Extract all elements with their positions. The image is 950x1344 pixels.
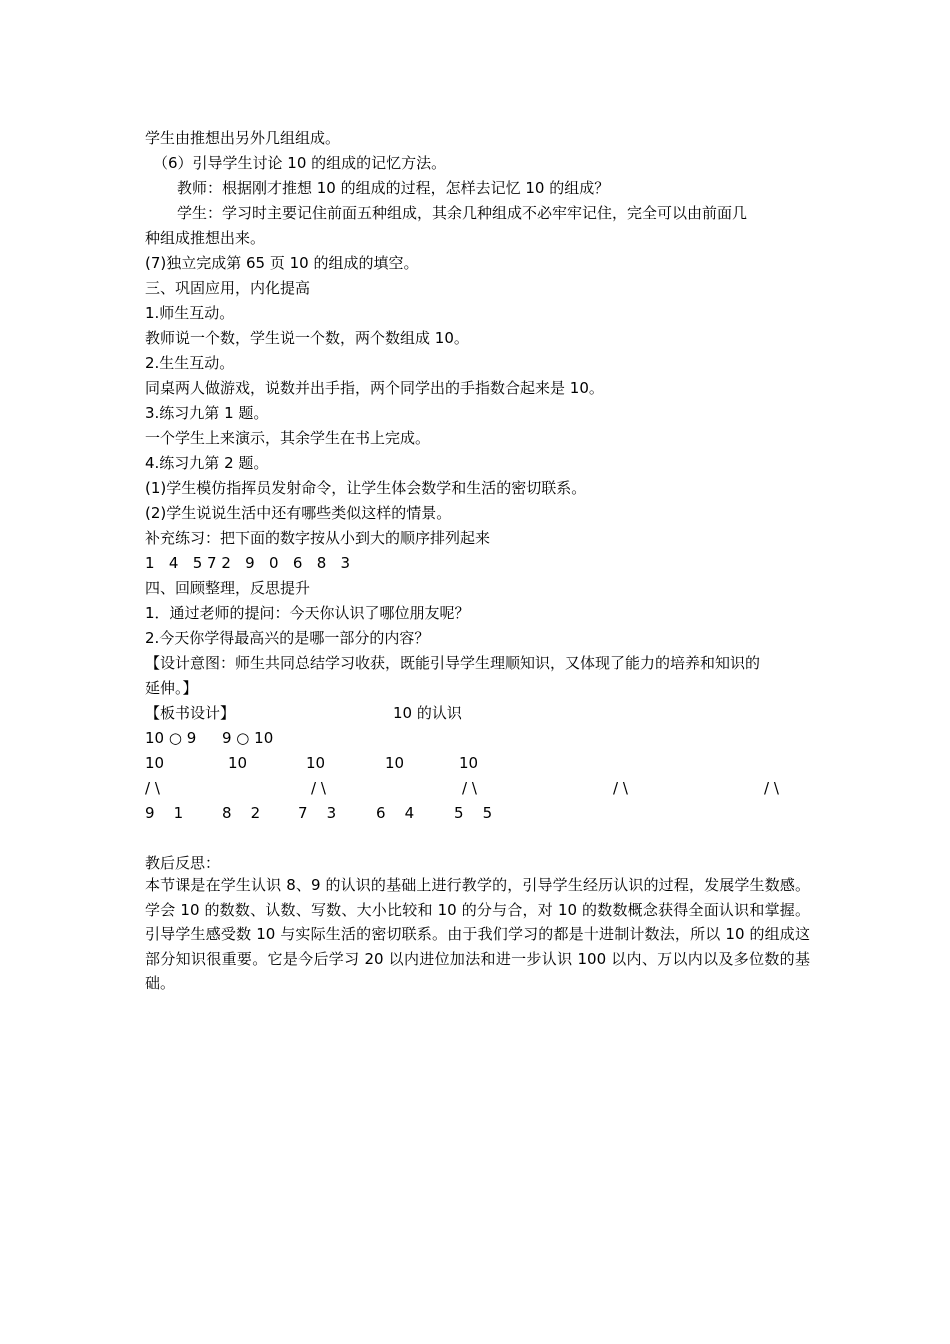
text-line: 【设计意图：师生共同总结学习收获，既能引导学生理顺知识，又体现了能力的培养和知识的 [145,654,761,672]
text-line: 种组成推想出来。 [145,229,266,247]
text-line: 2.今天你学得最高兴的是哪一部分的内容？ [145,629,430,647]
composition-pair: 7 3 [298,804,337,822]
text-line: (7)独立完成第 65 页 10 的组成的填空。 [145,254,419,272]
composition-top: 10 [306,754,326,772]
composition-top: 10 [459,754,479,772]
text-line: (1)学生模仿指挥员发射命令，让学生体会数学和生活的密切联系。 [145,479,587,497]
branch-lines: / \ [462,779,477,797]
composition-pair: 9 1 [145,804,184,822]
composition-pair: 6 4 [376,804,415,822]
composition-pair: 8 2 [222,804,261,822]
text-line: 3.练习九第 1 题。 [145,404,269,422]
reflection-heading: 教后反思： [145,854,221,872]
branch-lines: / \ [145,779,160,797]
section-heading: 三、巩固应用，内化提高 [145,279,311,297]
text-line: 1.师生互动。 [145,304,235,322]
branch-lines: / \ [613,779,628,797]
board-title: 10 的认识 [393,704,462,722]
text-line: (2)学生说说生活中还有哪些类似这样的情景。 [145,504,452,522]
text-line: 一个学生上来演示，其余学生在书上完成。 [145,429,431,447]
reflection-body: 本节课是在学生认识 8、9 的认识的基础上进行教学的，引导学生经历认识的过程，发展学生数感。学会 10 的数数、认数、写数、大小比较和 10 的分与合，对 10 的数数概念获得全面认识和掌握。引导学生感受数 10 与实际生活的密切联系。由于我们学习的都是十进制计数法，所以 10 的组成这部分知识很重要。它是今后学习 20 以内进位加法和进一步认识 100 以内、万以内以及多位数的基础。 [145,876,810,992]
text-line: 延伸。】 [145,679,198,697]
compare-expression: 10 ○ 9 [145,729,197,747]
branch-lines: / \ [764,779,779,797]
text-line: 教师说一个数，学生说一个数，两个数组成 10。 [145,329,469,347]
composition-top: 10 [228,754,248,772]
composition-top: 10 [145,754,165,772]
section-heading: 四、回顾整理，反思提升 [145,579,311,597]
text-line: 学生：学习时主要记住前面五种组成，其余几种组成不必牢牢记住，完全可以由前面几 [177,204,748,222]
text-line: 4.练习九第 2 题。 [145,454,269,472]
text-line: 2.生生互动。 [145,354,235,372]
text-line: 同桌两人做游戏，说数并出手指，两个同学出的手指数合起来是 10。 [145,379,604,397]
compare-expression: 9 ○ 10 [222,729,274,747]
text-line: 1．通过老师的提问：今天你认识了哪位朋友呢？ [145,604,470,622]
digit-sequence: 1 4 5 7 2 9 0 6 8 3 [145,554,351,572]
composition-pair: 5 5 [454,804,493,822]
text-line: 教师：根据刚才推想 10 的组成的过程，怎样去记忆 10 的组成？ [177,179,610,197]
text-line: 补充练习：把下面的数字按从小到大的顺序排列起来 [145,529,491,547]
text-line: 学生由推想出另外几组组成。 [145,129,341,147]
text-line: （6）引导学生讨论 10 的组成的记忆方法。 [153,154,447,172]
board-heading: 【板书设计】 [145,704,236,722]
branch-lines: / \ [311,779,326,797]
composition-top: 10 [385,754,405,772]
